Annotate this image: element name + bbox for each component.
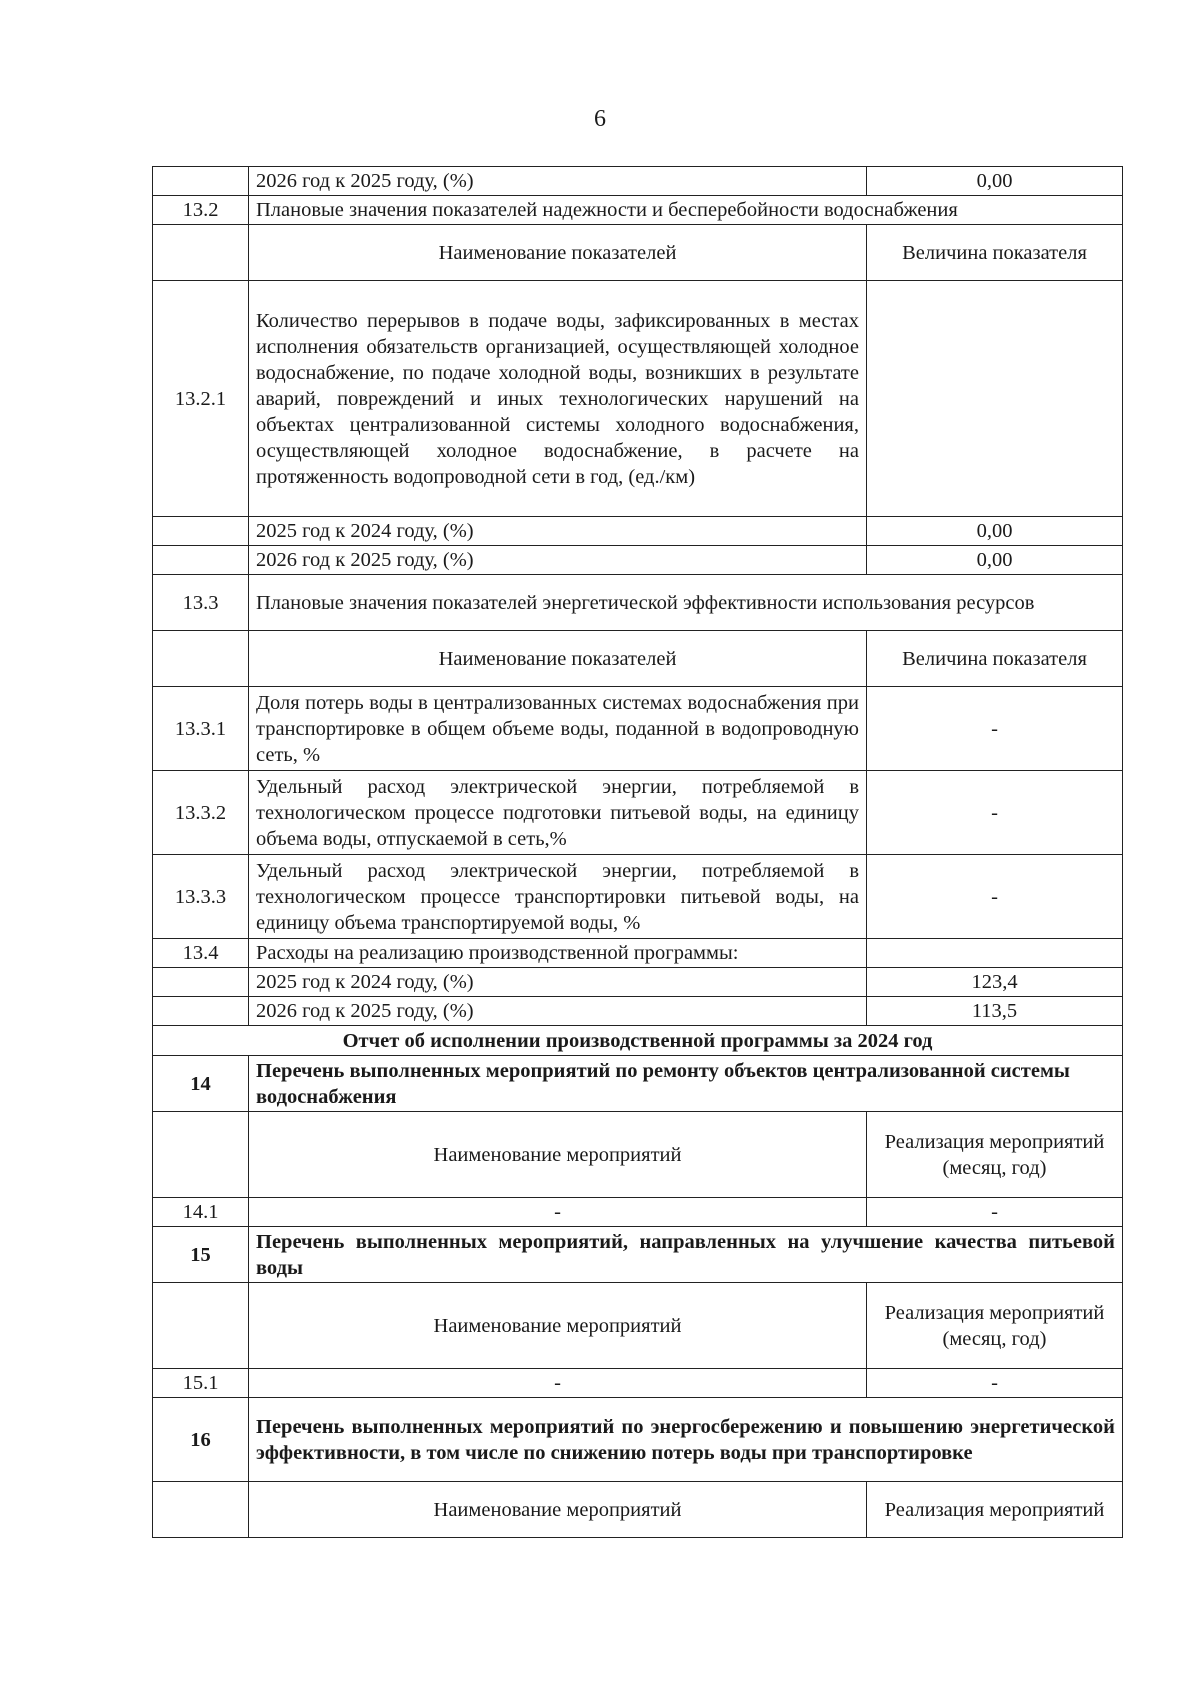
table-row bbox=[153, 1198, 1123, 1227]
row-label: 2025 год к 2024 году, (%) bbox=[249, 517, 867, 546]
row-value: - bbox=[867, 1198, 1123, 1227]
column-header-value: Реализация мероприятий bbox=[867, 1482, 1123, 1538]
row-text: Удельный расход электрической энергии, потребляемой в технологическом процессе подготовки питьевой воды, на единицу объема воды, отпускаемой в сеть,% bbox=[249, 771, 867, 855]
row-label: 2026 год к 2025 году, (%) bbox=[249, 546, 867, 575]
row-number-cell bbox=[153, 1283, 249, 1369]
row-value: - bbox=[867, 855, 1123, 939]
section-number: 14 bbox=[153, 1056, 249, 1112]
section-row bbox=[153, 1398, 1123, 1482]
section-number: 13.2 bbox=[153, 196, 249, 225]
row-number-cell bbox=[153, 631, 249, 687]
table-row bbox=[153, 167, 1123, 196]
header-row bbox=[153, 225, 1123, 281]
section-row bbox=[153, 1227, 1123, 1283]
column-header-name: Наименование мероприятий bbox=[249, 1112, 867, 1198]
row-number-cell bbox=[153, 997, 249, 1026]
section-number: 13.4 bbox=[153, 939, 249, 968]
header-row bbox=[153, 1482, 1123, 1538]
table-row bbox=[153, 771, 1123, 855]
row-label: 2026 год к 2025 году, (%) bbox=[249, 997, 867, 1026]
section-title: Перечень выполненных мероприятий по ремонту объектов централизованной системы водоснабжения bbox=[249, 1056, 1123, 1112]
row-value: 113,5 bbox=[867, 997, 1123, 1026]
column-header-value: Реализация мероприятий (месяц, год) bbox=[867, 1283, 1123, 1369]
section-title: Перечень выполненных мероприятий, направленных на улучшение качества питьевой воды bbox=[249, 1227, 1123, 1283]
column-header-value: Величина показателя bbox=[867, 631, 1123, 687]
report-title-row bbox=[153, 1026, 1123, 1056]
row-value: - bbox=[867, 1369, 1123, 1398]
table-row bbox=[153, 281, 1123, 517]
row-number: 14.1 bbox=[153, 1198, 249, 1227]
table-row bbox=[153, 997, 1123, 1026]
section-title: Плановые значения показателей энергетической эффективности использования ресурсов bbox=[249, 575, 1123, 631]
row-text: - bbox=[249, 1198, 867, 1227]
report-title: Отчет об исполнении производственной программы за 2024 год bbox=[153, 1026, 1123, 1056]
section-number: 15 bbox=[153, 1227, 249, 1283]
section-row bbox=[153, 939, 1123, 968]
column-header-value: Величина показателя bbox=[867, 225, 1123, 281]
row-text: - bbox=[249, 1369, 867, 1398]
row-value bbox=[867, 939, 1123, 968]
section-row bbox=[153, 1056, 1123, 1112]
row-number-cell bbox=[153, 1482, 249, 1538]
table-row bbox=[153, 687, 1123, 771]
section-title: Перечень выполненных мероприятий по энергосбережению и повышению энергетической эффективности, в том числе по снижению потерь воды при транспортировке bbox=[249, 1398, 1123, 1482]
column-header-name: Наименование мероприятий bbox=[249, 1283, 867, 1369]
row-value: - bbox=[867, 771, 1123, 855]
row-number-cell bbox=[153, 1112, 249, 1198]
section-title: Расходы на реализацию производственной программы: bbox=[249, 939, 867, 968]
row-text: Удельный расход электрической энергии, потребляемой в технологическом процессе транспортировки питьевой воды, на единицу объема транспортируемой воды, % bbox=[249, 855, 867, 939]
table-row bbox=[153, 546, 1123, 575]
row-number-cell bbox=[153, 225, 249, 281]
section-number: 16 bbox=[153, 1398, 249, 1482]
row-value: 0,00 bbox=[867, 546, 1123, 575]
row-label: 2025 год к 2024 году, (%) bbox=[249, 968, 867, 997]
column-header-name: Наименование показателей bbox=[249, 225, 867, 281]
row-number: 13.3.2 bbox=[153, 771, 249, 855]
row-number-cell bbox=[153, 968, 249, 997]
row-value bbox=[867, 281, 1123, 517]
column-header-name: Наименование показателей bbox=[249, 631, 867, 687]
row-number: 15.1 bbox=[153, 1369, 249, 1398]
section-row bbox=[153, 196, 1123, 225]
header-row bbox=[153, 1112, 1123, 1198]
column-header-value: Реализация мероприятий (месяц, год) bbox=[867, 1112, 1123, 1198]
section-row bbox=[153, 575, 1123, 631]
row-value: - bbox=[867, 687, 1123, 771]
row-text: Доля потерь воды в централизованных системах водоснабжения при транспортировке в общем объеме воды, поданной в водопроводную сеть, % bbox=[249, 687, 867, 771]
section-title: Плановые значения показателей надежности и бесперебойности водоснабжения bbox=[249, 196, 1123, 225]
program-table bbox=[152, 166, 1123, 1538]
row-value: 123,4 bbox=[867, 968, 1123, 997]
row-number: 13.2.1 bbox=[153, 281, 249, 517]
table-row bbox=[153, 1369, 1123, 1398]
row-number: 13.3.1 bbox=[153, 687, 249, 771]
page-number: 6 bbox=[594, 106, 606, 132]
table-row bbox=[153, 855, 1123, 939]
row-text: Количество перерывов в подаче воды, зафиксированных в местах исполнения обязательств организацией, осуществляющей холодное водоснабжение, по подаче холодной воды, возникших в результате аварий, повреждений и иных технологических нарушений на объектах централизованной системы холодного водоснабжения, осуществляющей холодное водоснабжение, в расчете на протяженность водопроводной сети в год, (ед./км) bbox=[249, 281, 867, 517]
row-value: 0,00 bbox=[867, 167, 1123, 196]
header-row bbox=[153, 631, 1123, 687]
column-header-name: Наименование мероприятий bbox=[249, 1482, 867, 1538]
row-number-cell bbox=[153, 517, 249, 546]
row-number-cell bbox=[153, 546, 249, 575]
header-row bbox=[153, 1283, 1123, 1369]
section-number: 13.3 bbox=[153, 575, 249, 631]
table-row bbox=[153, 968, 1123, 997]
table-row bbox=[153, 517, 1123, 546]
row-number: 13.3.3 bbox=[153, 855, 249, 939]
row-label: 2026 год к 2025 году, (%) bbox=[249, 167, 867, 196]
row-number-cell bbox=[153, 167, 249, 196]
row-value: 0,00 bbox=[867, 517, 1123, 546]
